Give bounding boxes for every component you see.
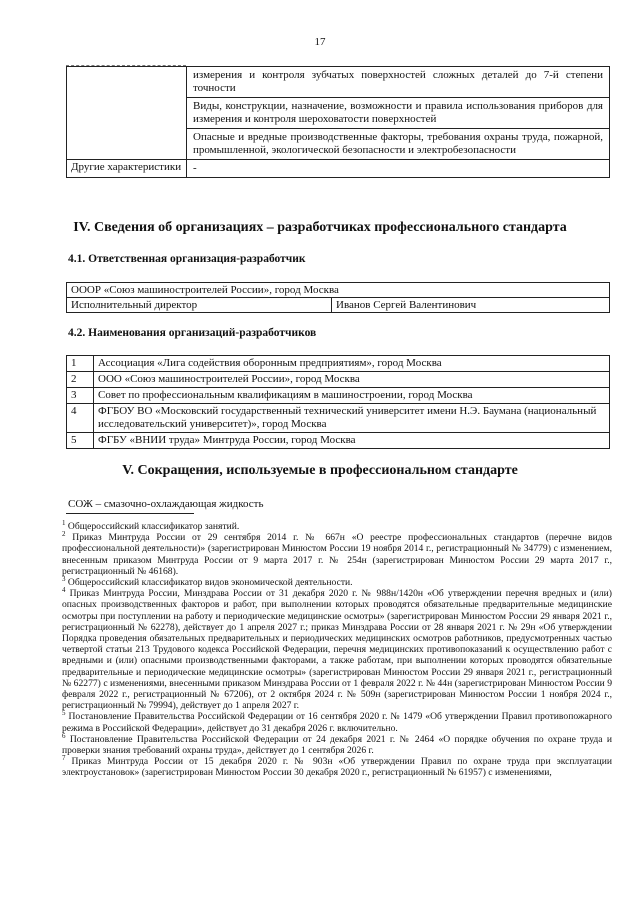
section-4-title: IV. Сведения об организациях – разработчиках профессионального стандарта <box>73 220 567 235</box>
knowledge-item: Опасные и вредные производственные факторы, требования охраны труда, пожарной, промышленной, экологической безопасности и электробезопасности <box>193 131 603 156</box>
responsible-person: Иванов Сергей Валентинович <box>332 298 610 313</box>
knowledge-table <box>66 66 610 178</box>
footnote <box>62 574 612 589</box>
developers-table <box>66 355 610 449</box>
knowledge-item: измерения и контроля зубчатых поверхностей сложных деталей до 7-й степени точности <box>187 67 609 98</box>
footnote <box>62 532 612 577</box>
page-number: 17 <box>314 36 326 48</box>
footnote <box>62 756 612 778</box>
row-label <box>67 67 187 159</box>
responsible-org-name: ОООР «Союз машиностроителей России», город Москва <box>67 283 610 298</box>
footnote-text: Приказ Минтруда России, Минздрава России от 31 декабря 2020 г. № 988н/1420н «Об утверждении перечня вредных и (или) опасных производственных факторов и работ, при выполнении которых проводятся обязательные предварительные медицинские осмотры при поступлении на работу и периодические медицинские осмотры» (зарегистрирован Минюстом России 29 января 2021 г., регистрационный № 62278), действует до 1 апреля 2027 г.; приказ Минздрава России от 28 января 2021 г. № 29н «Об утверждении Порядка проведения обязательных предварительных и периодических медицинских осмотров работников, предусмотренных частью четвертой статьи 213 Трудового кодекса Российской Федерации, перечня медицинских противопоказаний к осуществлению работ с вредными и (или) опасными производственными факторами, а также работам, при выполнении которых проводятся обязательные предварительные и периодические медицинские осмотры» (зарегистрирован Минюстом России 29 января 2021 г., регистрационный № 62277) с изменениями, внесенными приказом Минздрава России от 1 февраля 2022 г. № 44н (зарегистрирован Минюстом России 9 февраля 2022 г., регистрационный № 67206), от 2 октября 2024 г. № 509н (зарегистрирован Минюстом России 1 ноября 2024 г., регистрационный № 79994), действует до 1 апреля 2027 г. <box>62 588 612 712</box>
footnote-text: Общероссийский классификатор занятий. <box>67 521 240 532</box>
section-4-1-title: 4.1. Ответственная организация-разработчик <box>68 253 306 265</box>
row-number: 3 <box>67 388 94 404</box>
developer-name: ООО «Союз машиностроителей России», город Москва <box>94 372 610 388</box>
responsible-org-table <box>66 282 610 313</box>
row-number: 4 <box>67 404 94 433</box>
footnote-text: Приказ Минтруда России от 29 сентября 2014 г. № 667н «О реестре профессиональных стандартов (перечне видов профессиональной деятельности)» (зарегистрирован Минюстом России 19 ноября 2014 г., регистрационный № 34779) с изменением, внесенным приказом Минтруда России от 9 марта 2017 г. № 254н (зарегистрирован Минюстом России 29 марта 2017 г., регистрационный № 46168). <box>62 532 612 577</box>
row-number: 5 <box>67 433 94 449</box>
footnote-separator <box>66 513 194 514</box>
table-row <box>67 372 610 388</box>
footnote <box>62 518 612 532</box>
developer-name: Совет по профессиональным квалификациям в машиностроении, город Москва <box>94 388 610 404</box>
developer-name: ФГБОУ ВО «Московский государственный технический университет имени Н.Э. Баумана (национальный исследовательский университет)», город Москва <box>94 404 610 433</box>
developer-name: Ассоциация «Лига содействия оборонным предприятиям», город Москва <box>94 356 610 372</box>
row-content <box>187 67 609 159</box>
footnote-mark: 2 <box>62 530 66 539</box>
footnote-text: Постановление Правительства Российской Федерации от 16 сентября 2020 г. № 1479 «Об утверждении Правил противопожарного режима в Российской Федерации», действует до 31 декабря 2026 г. включительно. <box>62 711 612 734</box>
footnote-mark: 1 <box>62 518 66 527</box>
footnote-mark: 3 <box>62 574 66 583</box>
footnote-text: Постановление Правительства Российской Федерации от 24 декабря 2021 г. № 2464 «О порядке обучения по охране труда и проверки знания требований охраны труда», действует до 1 сентября 2026 г. <box>62 733 612 757</box>
table-row <box>67 283 610 298</box>
footnote-mark: 4 <box>62 586 66 595</box>
knowledge-item: Виды, конструкции, назначение, возможности и правила использования приборов для измерения и контроля шероховатости поверхностей <box>187 98 609 129</box>
section-5-title: V. Сокращения, используемые в профессиональном стандарте <box>122 463 518 478</box>
footnote-mark: 5 <box>62 709 66 718</box>
footnote <box>62 731 612 757</box>
abbreviation-entry: СОЖ – смазочно-охлаждающая жидкость <box>68 498 264 510</box>
footnote <box>62 711 612 733</box>
table-row <box>66 66 610 159</box>
footnote-mark: 7 <box>62 754 66 763</box>
table-top-edge <box>66 65 186 66</box>
table-row <box>67 298 610 313</box>
row-number: 1 <box>67 356 94 372</box>
developer-name: ФГБУ «ВНИИ труда» Минтруда России, город Москва <box>94 433 610 449</box>
responsible-position: Исполнительный директор <box>67 298 332 313</box>
footnotes <box>62 518 612 779</box>
section-4-2-title: 4.2. Наименования организаций-разработчиков <box>68 327 317 339</box>
footnote-text: Приказ Минтруда России от 15 декабря 2020 г. № 903н «Об утверждении Правил по охране труда при эксплуатации электроустановок» (зарегистрирован Минюстом России 30 декабря 2020 г., регистрационный № 61957) с изменениями, <box>62 756 612 779</box>
footnote-mark: 6 <box>62 731 66 740</box>
footnote <box>62 588 612 711</box>
footnote-text: Общероссийский классификатор видов экономической деятельности. <box>67 577 353 589</box>
table-row <box>67 388 610 404</box>
other-characteristics-value: - <box>193 162 197 174</box>
table-row <box>67 404 610 433</box>
row-label: Другие характеристики <box>67 160 187 177</box>
row-content <box>187 160 609 177</box>
table-row <box>67 356 610 372</box>
row-number: 2 <box>67 372 94 388</box>
table-row <box>67 433 610 449</box>
table-row <box>66 159 610 178</box>
